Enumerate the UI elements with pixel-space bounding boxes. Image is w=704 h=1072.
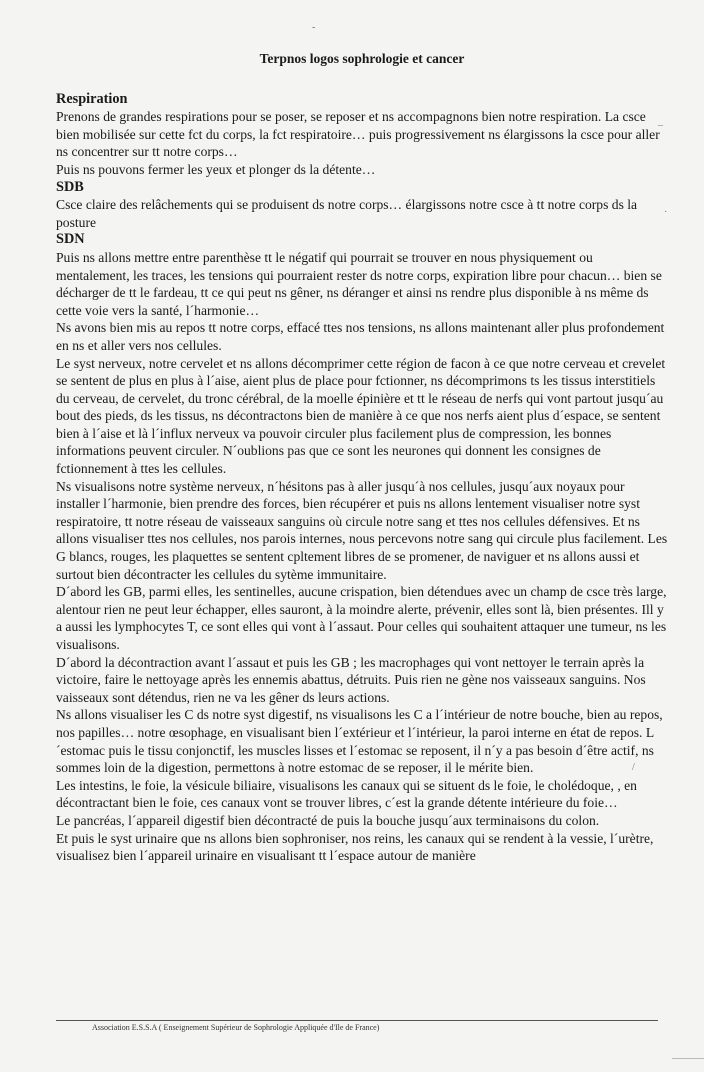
- scan-mark: –: [658, 120, 663, 131]
- document-title: Terpnos logos sophrologie et cancer: [259, 51, 465, 66]
- paragraph: Les intestins, le foie, la vésicule biliaire, visualisons les canaux qui se situent ds le foie, le cholédoque, , en décontractant bien le foie, ces canaux vont se trouver libres, c´est la grande détente intérieure du foie…: [56, 777, 637, 811]
- page-edge-line: [672, 1058, 704, 1059]
- section-heading-sdb: SDB: [56, 178, 84, 195]
- paragraph: Prenons de grandes respirations pour se poser, se reposer et ns accompagnons bien notre respiration. La csce bien mobilisée sur cette fct du corps, la fct respiratoire… puis progressivement ns élargissons la csce pour aller ns concentrer sur tt notre corps…: [56, 109, 660, 160]
- section-heading-respiration: Respiration: [56, 90, 128, 107]
- scan-mark: /: [632, 762, 635, 773]
- section-heading-sdn: SDN: [56, 231, 85, 248]
- paragraph: D´abord la décontraction avant l´assaut et puis les GB ; les macrophages qui vont nettoyer le terrain après la victoire, faire le nettoyage après les ennemis abattus, détruits. Puis rien ne gène nos vaisseaux sanguins. Nos vaisseaux sont détendus, rien ne va les gêner ds leurs actions.: [56, 654, 646, 705]
- footer-text: Association E.S.S.A ( Enseignement Supérieur de Sophrologie Appliquée d'Ile de France): [92, 1023, 380, 1032]
- paragraph: Et puis le syst urinaire que ns allons bien sophroniser, nos reins, les canaux qui se rendent à la vessie, l´urètre, visualisez bien l´appareil urinaire en visualisant tt l´espace autour de manière: [56, 830, 654, 864]
- paragraph: Puis ns allons mettre entre parenthèse tt le négatif qui pourrait se trouver en nous physiquement ou mentalement, les traces, les tensions qui pourraient rester ds notre corps, expiration libre pour chacun… bien se décharger de tt le fardeau, tt ce qui peut ns gêner, ns déranger et ainsi ns rendre plus disponible à ns même ds cette voie vers la santé, l´harmonie…: [56, 249, 662, 318]
- paragraph: Csce claire des relâchements qui se produisent ds notre corps… élargissons notre csce à tt notre corps ds la posture: [56, 197, 638, 230]
- paragraph: Ns avons bien mis au repos tt notre corps, effacé ttes nos tensions, ns allons maintenant aller plus profondement en ns et aller vers nos cellules.: [56, 320, 665, 353]
- paragraph: D´abord les GB, parmi elles, les sentinelles, aucune crispation, bien détendues avec un champ de csce très large, alentour rien ne peut leur échapper, elles sauront, à la moindre alerte, prévenir, elles sont là, bien présentes. Ill y a aussi les lymphocytes T, ce sont elles qui vont à l´assaut. Pour celles qui souhaitent attaquer une tumeur, ns les visualisons.: [56, 584, 667, 652]
- scan-mark: -: [312, 22, 316, 33]
- paragraph: Ns visualisons notre système nerveux, n´hésitons pas à aller jusqu´à nos cellules, jusqu´aux noyaux pour installer l´harmonie, bien prendre des forces, bien récupérer et puis ns allons lentement visualiser notre syst respiratoire, tt notre réseau de vaisseaux sanguins où circule notre sang et ttes nos cellules défensives. Et ns allons visualiser ttes nos cellules, nos parois internes, nous percevons notre sang qui circule plus facilement. Les G blancs, rouges, les plaquettes se sentent cpltement libres de se promener, de naviguer et ns allons aussi et surtout bien décontracter les cellules du sytème immunitaire.: [56, 478, 668, 582]
- paragraph: Puis ns pouvons fermer les yeux et plonger ds la détente…: [56, 161, 376, 177]
- document-page: [56, 50, 668, 865]
- paragraph: Le syst nerveux, notre cervelet et ns allons décomprimer cette région de facon à ce que notre cerveau et crevelet se sentent de plus en plus à l´aise, aient plus de place pour fctionner, ns décomprimons ts les tissus interstitiels du cerveau, de cervelet, du tronc cérébral, de la moelle épinière et tt le réseau de nerfs qui vont partout jusqu´au bout des pieds, ds les tissus, ns décontractons bien de manière à ce que nos nerfs aient plus d´espace, se sentent bien à l´aise et là l´influx nerveux va pouvoir circuler plus facilement plus de compression, les bonnes informations peuvent circuler. N´oublions pas que ce sont les neurones qui donnent les consignes de fctionnement à ttes les cellules.: [56, 355, 666, 477]
- footer-divider: [56, 1020, 658, 1021]
- paragraph: Le pancréas, l´appareil digestif bien décontracté de puis la bouche jusqu´aux terminaisons du colon.: [56, 812, 600, 828]
- paragraph: Ns allons visualiser les C ds notre syst digestif, ns visualisons les C a l´intérieur de notre bouche, bien au repos, nos papilles… notre œsophage, en visualisant bien l´extérieur et l´intérieur, la paroi interne en état de repos. L´estomac puis le tissu conjonctif, les muscles lisses et l´estomac se reposent, il n´y a pas besoin d´être actif, ns sommes loin de la digestion, permettons à notre estomac de se reposer, il le mérite bien.: [56, 707, 663, 776]
- scan-mark: ·: [664, 207, 668, 218]
